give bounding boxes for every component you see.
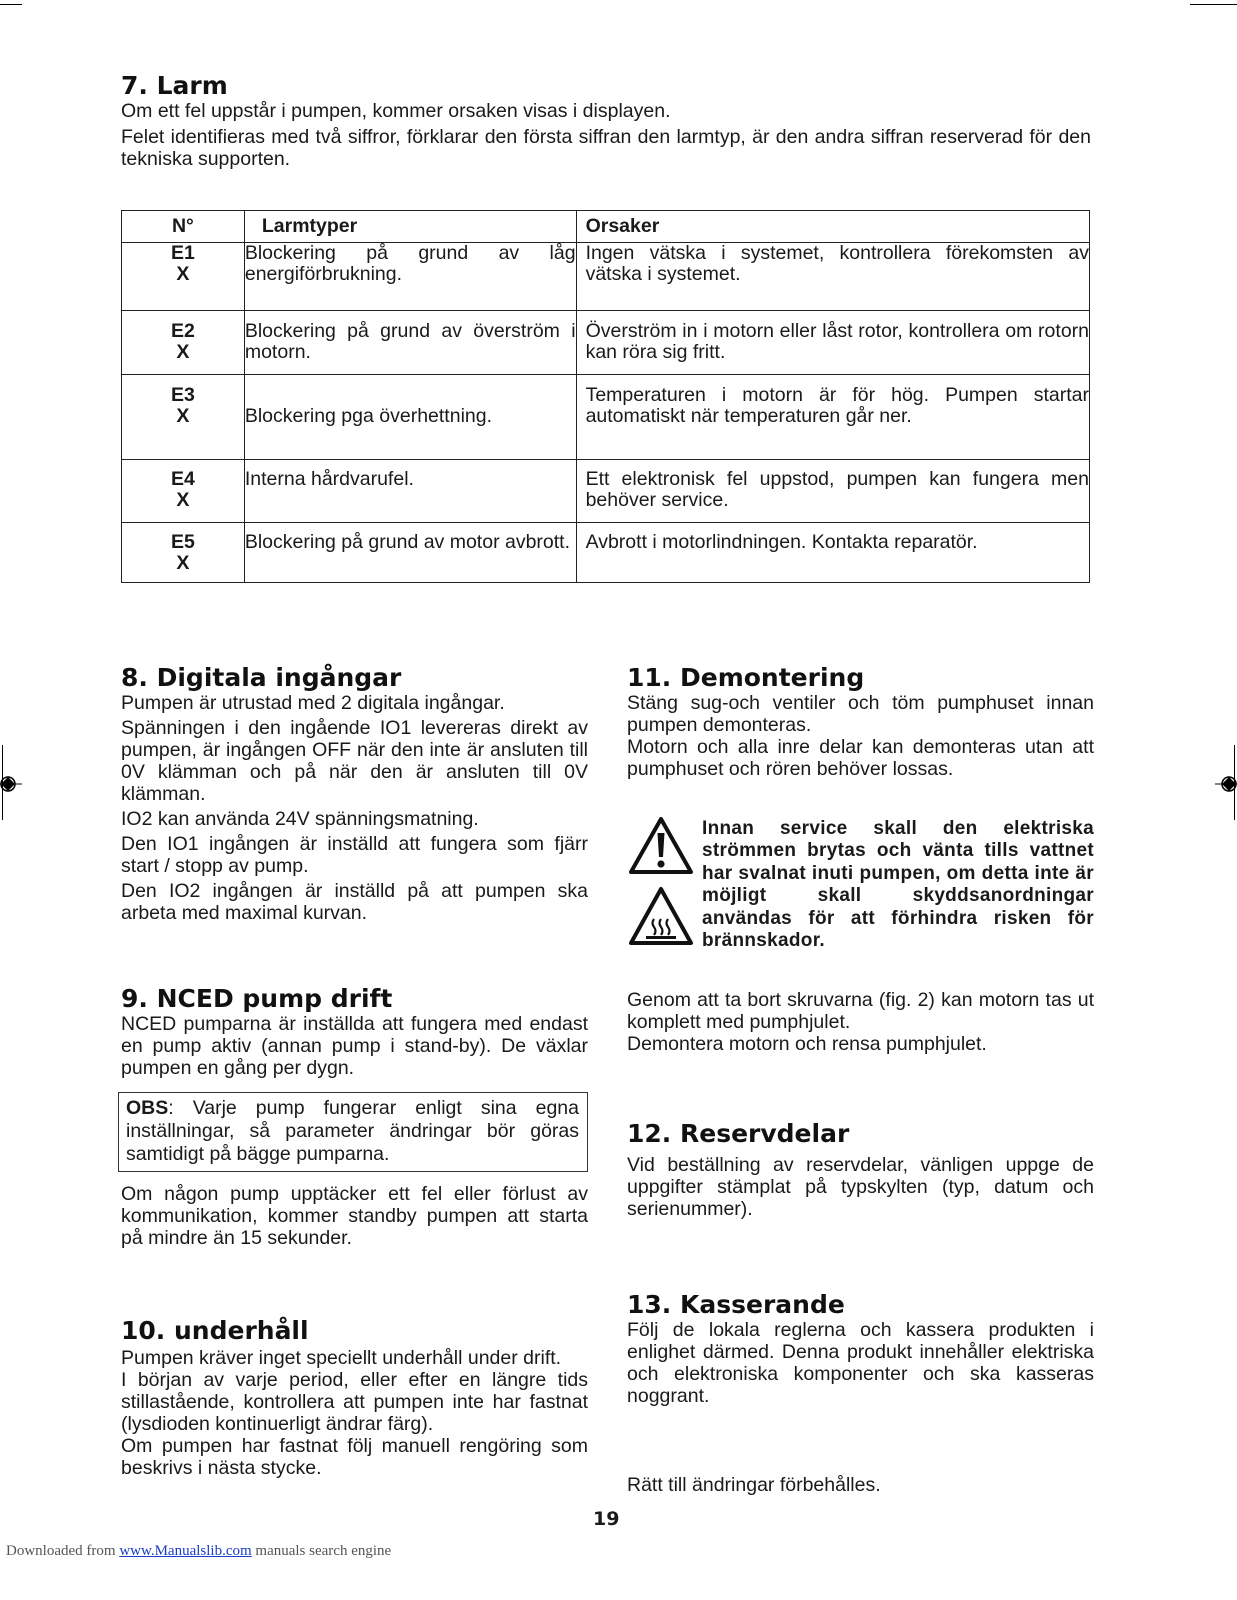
alarm-type: Blockering på grund av låg energiförbrukning. bbox=[244, 243, 576, 311]
alarm-sub: X bbox=[176, 263, 190, 285]
section-nced-pump-drift-cont bbox=[121, 1183, 588, 1249]
column-header: Larmtyper bbox=[244, 211, 576, 243]
alarm-cause: Ingen vätska i systemet, kontrollera förekomsten av vätska i systemet. bbox=[576, 243, 1089, 311]
section-title: 12. Reservdelar bbox=[627, 1119, 850, 1148]
section-title: 8. Digitala ingångar bbox=[121, 663, 402, 692]
section-title: 7. Larm bbox=[121, 71, 228, 100]
paragraph: Genom att ta bort skruvarna (fig. 2) kan motorn tas ut komplett med pumphjulet. bbox=[627, 989, 1094, 1033]
table-row bbox=[122, 523, 1090, 583]
paragraph: I början av varje period, eller efter en längre tids stillastående, kontrollera att pumpen inte har fastnat (lysdioden kontinuerligt ändrar färg). bbox=[121, 1369, 588, 1435]
section-demontering-cont bbox=[627, 989, 1094, 1055]
alarm-type: Blockering på grund av motor avbrott. bbox=[244, 523, 576, 583]
paragraph: Den IO2 ingången är inställd på att pumpen ska arbeta med maximal kurvan. bbox=[121, 880, 588, 924]
paragraph: Den IO1 ingången är inställd att fungera som fjärr start / stopp av pump. bbox=[121, 833, 588, 877]
alarm-sub: X bbox=[176, 341, 190, 363]
table-row bbox=[122, 375, 1090, 460]
section-title: 11. Demontering bbox=[627, 663, 865, 692]
page-number: 19 bbox=[593, 1508, 620, 1530]
paragraph: Pumpen är utrustad med 2 digitala ingångar. bbox=[121, 692, 505, 714]
alarm-code: E1 bbox=[170, 242, 195, 264]
rights-notice: Rätt till ändringar förbehålles. bbox=[627, 1474, 881, 1496]
manualslib-link[interactable]: www.Manualslib.com bbox=[119, 1543, 252, 1559]
alarm-cause: Temperaturen i motorn är för hög. Pumpen startar automatiskt när temperaturen går ner. bbox=[576, 375, 1089, 460]
column-header: N° bbox=[122, 211, 245, 243]
section-digitala-ingangar bbox=[121, 664, 588, 924]
registration-mark-icon bbox=[1215, 773, 1237, 795]
section-title: 9. NCED pump drift bbox=[121, 984, 393, 1013]
paragraph: NCED pumparna är inställda att fungera med endast en pump aktiv (annan pump i stand-by). De växlar pumpen en gång per dygn. bbox=[121, 1013, 588, 1079]
section-nced-pump-drift bbox=[121, 985, 588, 1079]
section-reservdelar bbox=[627, 1120, 1094, 1220]
alarm-code: E2 bbox=[170, 320, 195, 342]
section-underhall bbox=[121, 1317, 588, 1479]
alarm-cause: Avbrott i motorlindningen. Kontakta reparatör. bbox=[576, 523, 1089, 583]
footer-suffix: manuals search engine bbox=[251, 1543, 392, 1559]
alarm-code-cell bbox=[122, 460, 245, 523]
alarm-sub: X bbox=[176, 489, 190, 511]
hot-surface-icon bbox=[628, 885, 694, 947]
alarm-cause: Överström in i motorn eller låst rotor, kontrollera om rotorn kan röra sig fritt. bbox=[576, 311, 1089, 375]
obs-label: OBS bbox=[126, 1097, 169, 1119]
section-larm bbox=[121, 72, 1091, 170]
obs-box bbox=[118, 1092, 588, 1172]
paragraph: Följ de lokala reglerna och kassera produkten i enlighet därmed. Denna produkt innehåller elektriska och elektroniska komponenter och ska kasseras noggrant. bbox=[627, 1319, 1094, 1407]
alarm-code-cell bbox=[122, 375, 245, 460]
paragraph: Stäng sug-och ventiler och töm pumphuset innan pumpen demonteras. bbox=[627, 692, 1094, 736]
column-header: Orsaker bbox=[576, 211, 1089, 243]
table-row bbox=[122, 460, 1090, 523]
alarm-code: E5 bbox=[170, 531, 195, 553]
registration-mark-icon bbox=[0, 773, 22, 795]
download-footer bbox=[6, 1543, 391, 1560]
alarm-cause: Ett elektronisk fel uppstod, pumpen kan fungera men behöver service. bbox=[576, 460, 1089, 523]
table-row bbox=[122, 311, 1090, 375]
paragraph: Demontera motorn och rensa pumphjulet. bbox=[627, 1033, 987, 1055]
obs-note bbox=[126, 1097, 579, 1166]
paragraph: Motorn och alla inre delar kan demonteras utan att pumphuset och rören behöver lossas. bbox=[627, 736, 1094, 780]
warning-text: Innan service skall den elektriska strömmen brytas och vänta tills vattnet har svalnat inuti pumpen, om detta inte är möjligt skall skyddsanordningar användas för att förhindra risken för brännskador. bbox=[702, 818, 1094, 952]
alarm-code-cell bbox=[122, 243, 245, 311]
section-demontering bbox=[627, 664, 1094, 780]
alarm-type: Interna hårdvarufel. bbox=[244, 460, 576, 523]
alarm-code: E4 bbox=[170, 468, 195, 490]
paragraph: Om någon pump upptäcker ett fel eller förlust av kommunikation, kommer standby pumpen att starta på mindre än 15 sekunder. bbox=[121, 1183, 588, 1249]
alarm-sub: X bbox=[176, 552, 190, 574]
crop-mark bbox=[0, 4, 22, 5]
crop-mark bbox=[1190, 4, 1237, 5]
table-header-row bbox=[122, 211, 1090, 243]
alarm-type: Blockering på grund av överström i motorn. bbox=[244, 311, 576, 375]
paragraph: Felet identifieras med två siffror, förklarar den första siffran den larmtyp, är den andra siffran reserverad för den tekniska supporten. bbox=[121, 126, 1091, 170]
alarm-sub: X bbox=[176, 405, 190, 427]
section-title: 13. Kasserande bbox=[627, 1290, 845, 1319]
paragraph: Spänningen i den ingående IO1 levereras direkt av pumpen, är ingången OFF när den inte är ansluten till 0V klämman och på när den är ansluten till 0V klämman. bbox=[121, 717, 588, 805]
footer-prefix: Downloaded from bbox=[6, 1543, 120, 1559]
table-row bbox=[122, 243, 1090, 311]
alarm-table bbox=[121, 210, 1090, 583]
paragraph: IO2 kan använda 24V spänningsmatning. bbox=[121, 808, 479, 830]
paragraph: Om pumpen har fastnat följ manuell rengöring som beskrivs i nästa stycke. bbox=[121, 1435, 588, 1479]
paragraph: Om ett fel uppstår i pumpen, kommer orsaken visas i displayen. bbox=[121, 100, 671, 122]
alarm-code-cell bbox=[122, 311, 245, 375]
warning-triangle-icon bbox=[628, 815, 694, 875]
paragraph: Pumpen kräver inget speciellt underhåll under drift. bbox=[121, 1347, 562, 1369]
section-title: 10. underhåll bbox=[121, 1316, 309, 1345]
obs-text: : Varje pump fungerar enligt sina egna inställningar, så parameter ändringar bör göras samtidigt på bägge pumparna. bbox=[126, 1097, 579, 1165]
alarm-code-cell bbox=[122, 523, 245, 583]
alarm-code: E3 bbox=[170, 384, 195, 406]
paragraph: Vid beställning av reservdelar, vänligen uppge de uppgifter stämplat på typskylten (typ, datum och serienummer). bbox=[627, 1154, 1094, 1220]
alarm-type: Blockering pga överhettning. bbox=[244, 375, 576, 460]
section-kasserande bbox=[627, 1291, 1094, 1407]
